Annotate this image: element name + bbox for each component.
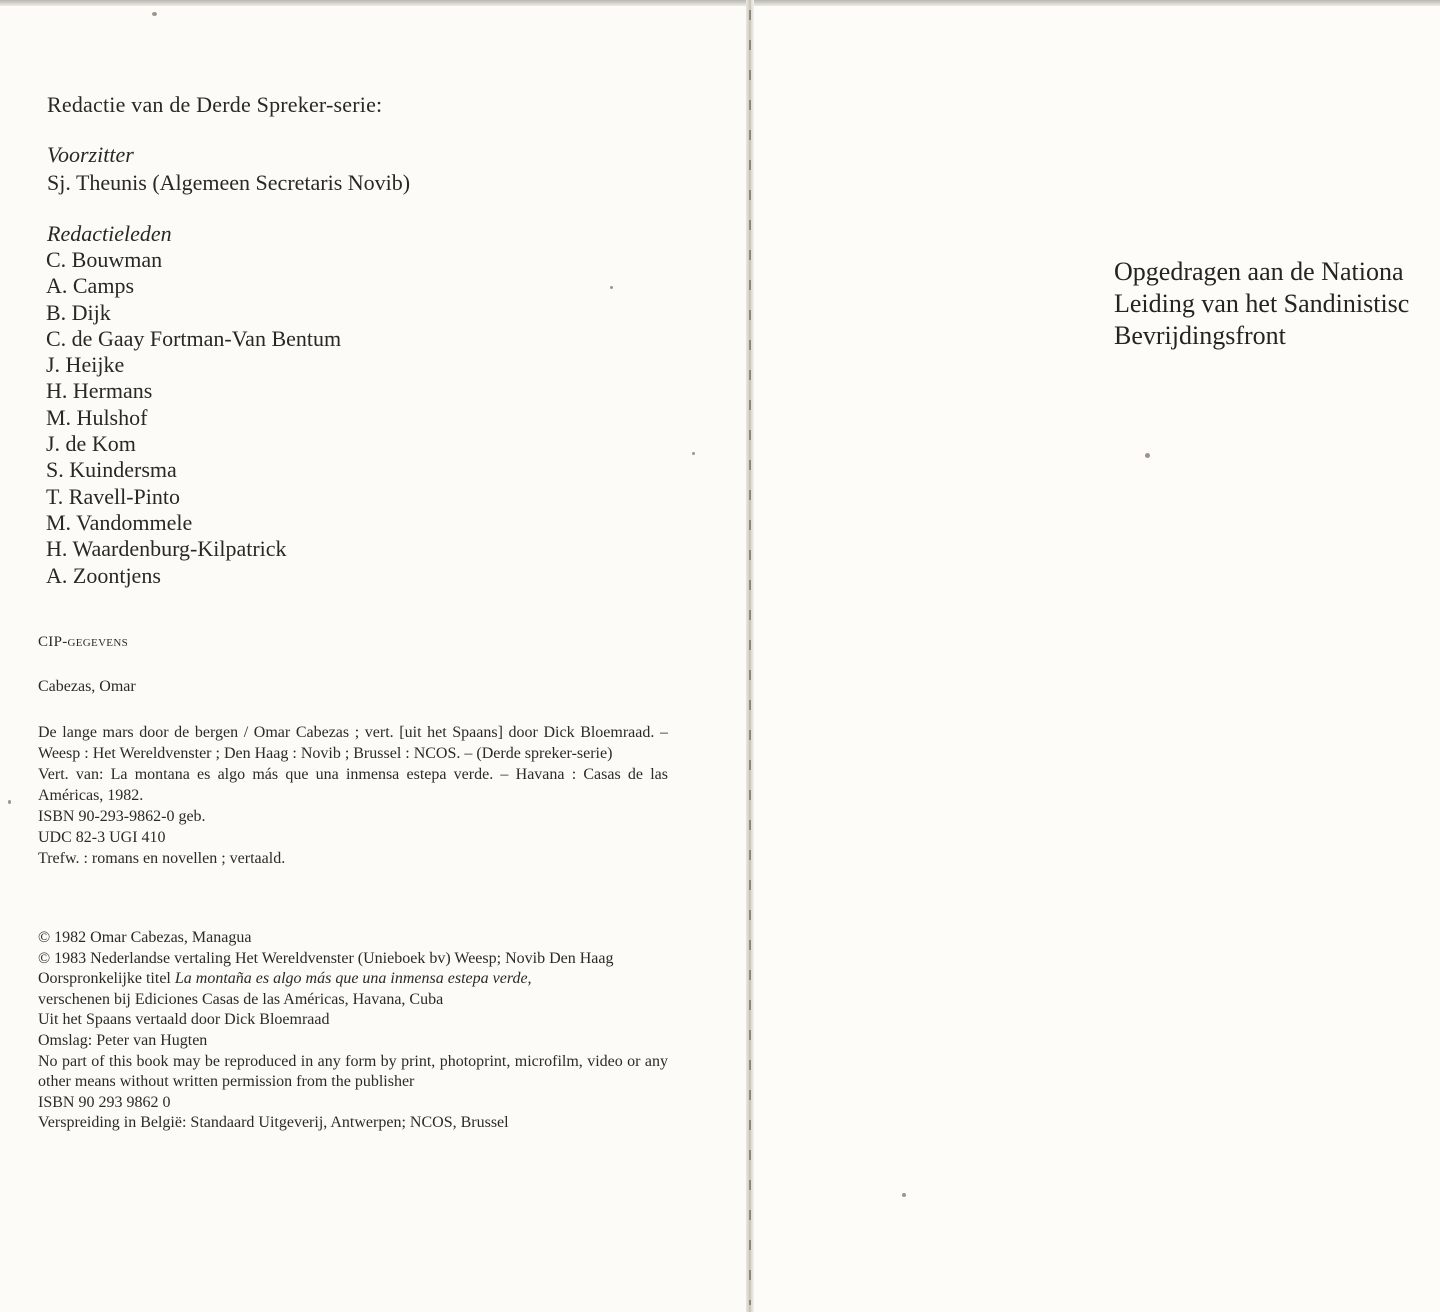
paper-speck xyxy=(610,286,613,289)
catalog-record xyxy=(38,722,668,869)
catalog-line: Trefw. : romans en novellen ; vertaald. xyxy=(38,850,286,867)
paper-speck xyxy=(152,12,157,16)
member-name: T. Ravell-Pinto xyxy=(46,483,181,509)
copyright-line: © 1983 Nederlandse vertaling Het Wereldvenster (Unieboek bv) Weesp; Novib Den Haag xyxy=(38,949,614,967)
paper-speck xyxy=(902,1193,906,1197)
original-title-prefix: Oorspronkelijke titel xyxy=(38,970,175,988)
member-name: M. Hulshof xyxy=(46,404,148,430)
member-name: S. Kuindersma xyxy=(46,457,177,483)
right-page xyxy=(752,6,1440,1312)
paper-speck xyxy=(8,800,11,804)
member-name: H. Hermans xyxy=(46,378,153,404)
members-label: Redactieleden xyxy=(47,221,172,246)
member-name: J. de Kom xyxy=(46,431,136,457)
isbn-line: ISBN 90 293 9862 0 xyxy=(38,1093,171,1111)
chair-name: Sj. Theunis (Algemeen Secretaris Novib) xyxy=(47,170,411,195)
member-name: A. Camps xyxy=(46,273,134,299)
rights-notice: No part of this book may be reproduced in any form by print, photoprint, microfilm, video or any other means without written permission from the publisher xyxy=(38,1052,668,1091)
catalog-author: Cabezas, Omar xyxy=(38,678,136,695)
cip-label: CIP-gegevens xyxy=(38,634,128,650)
paper-speck xyxy=(692,452,695,455)
dedication-line: Bevrijdingsfront xyxy=(1114,321,1286,350)
member-name: C. Bouwman xyxy=(46,247,163,272)
dedication-line: Leiding van het Sandinistisc xyxy=(1114,289,1410,318)
member-name: J. Heijke xyxy=(46,352,125,378)
series-heading: Redactie van de Derde Spreker-serie: xyxy=(47,92,383,117)
published-by-line: verschenen bij Ediciones Casas de las Américas, Havana, Cuba xyxy=(38,990,444,1008)
copyright-block xyxy=(38,928,668,1134)
member-name: B. Dijk xyxy=(46,299,111,325)
distribution-line: Verspreiding in België: Standaard Uitgeverij, Antwerpen; NCOS, Brussel xyxy=(38,1114,509,1132)
translator-line: Uit het Spaans vertaald door Dick Bloemraad xyxy=(38,1011,330,1029)
member-name: M. Vandommele xyxy=(46,509,193,535)
editorial-members-list xyxy=(46,247,341,589)
dedication-line: Opgedragen aan de Nationa xyxy=(1114,257,1404,286)
cover-credit-line: Omslag: Peter van Hugten xyxy=(38,1031,208,1049)
original-title-line xyxy=(38,969,668,990)
member-name: H. Waardenburg-Kilpatrick xyxy=(46,536,287,562)
binding-stitch xyxy=(749,10,751,1305)
member-name: A. Zoontjens xyxy=(46,562,161,588)
catalog-line: ISBN 90-293-9862-0 geb. xyxy=(38,808,206,825)
catalog-line: De lange mars door de bergen / Omar Cabezas ; vert. [uit het Spaans] door Dick Bloemraad. – Weesp : Het Wereldvenster ; Den Haag : Novib ; Brussel : NCOS. – (Derde spreker-serie) xyxy=(38,724,668,762)
original-title: La montaña es algo más que una inmensa estepa verde, xyxy=(174,970,532,988)
catalog-line: UDC 82-3 UGI 410 xyxy=(38,829,166,846)
paper-speck xyxy=(1145,453,1150,458)
copyright-line: © 1982 Omar Cabezas, Managua xyxy=(38,929,252,946)
chair-label: Voorzitter xyxy=(47,142,134,167)
dedication xyxy=(1114,256,1409,352)
member-name: C. de Gaay Fortman-Van Bentum xyxy=(46,325,342,351)
catalog-line: Vert. van: La montana es algo más que una inmensa estepa verde. – Havana : Casas de las Américas, 1982. xyxy=(38,766,668,804)
